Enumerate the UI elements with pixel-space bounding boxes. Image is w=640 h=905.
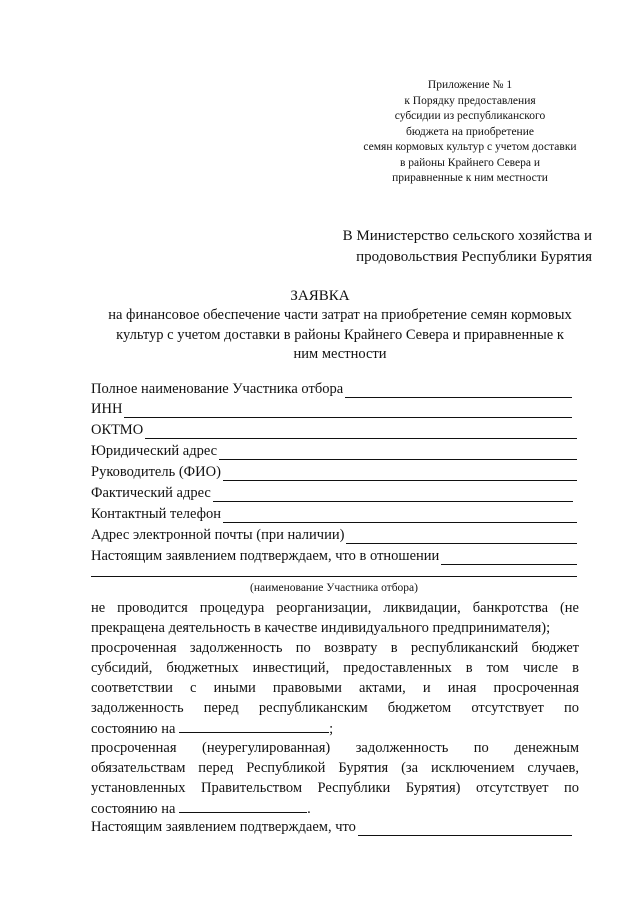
date-input-line[interactable] [179, 798, 307, 813]
appendix-line: к Порядку предоставления [404, 94, 536, 107]
final-confirmation-input-line[interactable] [358, 820, 572, 836]
field-email [91, 524, 577, 544]
date-label: состоянию на [91, 721, 176, 737]
paragraph-reorganization [91, 598, 579, 738]
field-label: Полное наименование Участника отбора [91, 381, 344, 397]
oktmo-input-line[interactable] [145, 423, 577, 439]
addressee-line: В Министерство сельского хозяйства и [342, 228, 592, 244]
addressee-line: продовольствия Республики Бурятия [356, 249, 592, 265]
participant-name-line[interactable] [91, 575, 577, 577]
field-label: Фактический адрес [91, 485, 211, 501]
paragraph-debt [91, 738, 579, 818]
paragraph-line: соответствии с иными правовыми актами, и иная просроченная [91, 680, 579, 696]
director-input-line[interactable] [223, 465, 577, 481]
appendix-line: семян кормовых культур с учетом доставки [363, 141, 577, 153]
field-oktmo [91, 419, 577, 439]
subtitle-line: ним местности [293, 346, 387, 362]
phone-input-line[interactable] [223, 507, 577, 523]
field-legal-address [91, 440, 577, 460]
legal-address-input-line[interactable] [219, 444, 577, 460]
date-label: состоянию на [91, 801, 176, 817]
field-label: Настоящим заявлением подтверждаем, что [91, 819, 356, 835]
date-input-line[interactable] [179, 718, 329, 733]
paragraph-line: установленных Правительством Республики Бурятия) отсутствует по [91, 780, 579, 796]
field-label: Юридический адрес [91, 443, 218, 459]
paragraph-line: субсидий, бюджетных инвестиций, предоставленных в том числе в [91, 660, 579, 676]
field-label: Адрес электронной почты (при наличии) [91, 527, 345, 543]
appendix-line: приравненные к ним местности [392, 172, 548, 184]
subtitle-line: культур с учетом доставки в районы Крайнего Севера и приравненные к [116, 326, 564, 343]
confirmation-input-line[interactable] [441, 549, 577, 565]
paragraph-line: просроченная (неурегулированная) задолженность по денежным [91, 740, 579, 756]
email-input-line[interactable] [346, 528, 577, 544]
field-label: Руководитель (ФИО) [91, 464, 221, 480]
paragraph-line: обязательствам перед Республикой Бурятия (за исключением случаев, [91, 760, 579, 776]
appendix-line: бюджета на приобретение [406, 125, 534, 138]
field-director [91, 461, 577, 481]
full-name-input-line[interactable] [345, 382, 572, 398]
field-full-name [91, 378, 572, 398]
paragraph-line: не проводится процедура реорганизации, ликвидации, банкротства (не [91, 600, 579, 616]
addressee-block [300, 226, 592, 268]
appendix-line: субсидии из республиканского [394, 110, 546, 122]
subtitle-line: на финансовое обеспечение части затрат на приобретение семян кормовых [108, 307, 572, 323]
field-label: Настоящим заявлением подтверждаем, что в отношении [91, 548, 440, 564]
field-final-confirmation [91, 816, 572, 836]
participant-name-caption: (наименование Участника отбора) [250, 582, 418, 594]
field-actual-address [91, 482, 573, 502]
actual-address-input-line[interactable] [213, 486, 573, 502]
paragraph-line: прекращена деятельность в качестве индивидуального предпринимателя); [91, 620, 551, 636]
line-end-punct: ; [329, 721, 334, 737]
paragraph-line: задолженность перед республиканским бюджетом отсутствует по [91, 700, 579, 716]
field-inn [91, 398, 572, 418]
field-confirmation [91, 545, 577, 565]
appendix-block [300, 78, 640, 187]
line-end-punct: . [307, 801, 311, 817]
document-title: ЗАЯВКА [290, 288, 350, 304]
appendix-line: Приложение № 1 [427, 79, 513, 91]
field-label: ИНН [91, 401, 123, 417]
appendix-line: в районы Крайнего Севера и [399, 156, 541, 169]
inn-input-line[interactable] [124, 402, 572, 418]
paragraph-line-date [91, 798, 579, 818]
paragraph-line: просроченная задолженность по возврату в республиканский бюджет [91, 640, 579, 656]
paragraph-line-date [91, 718, 579, 738]
field-label: ОКТМО [91, 422, 144, 438]
field-label: Контактный телефон [91, 506, 222, 522]
document-subtitle [80, 306, 600, 365]
field-phone [91, 503, 577, 523]
